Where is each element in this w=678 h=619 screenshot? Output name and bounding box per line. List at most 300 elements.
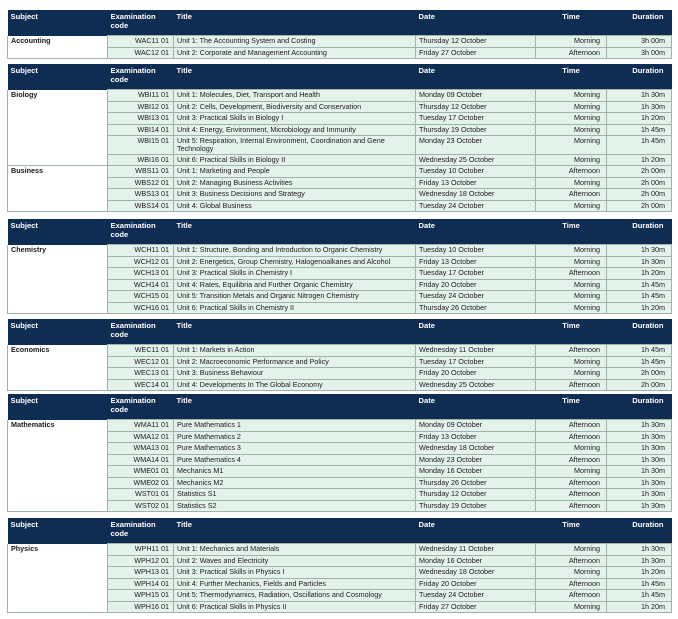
exam-title: Unit 3: Practical Skills in Biology I bbox=[174, 113, 416, 125]
column-header-subject: Subject bbox=[8, 518, 108, 544]
exam-time: Morning bbox=[536, 124, 607, 136]
exam-duration: 1h 30m bbox=[607, 544, 672, 556]
exam-code: WPH11 01 bbox=[108, 544, 174, 556]
exam-title: Pure Mathematics 3 bbox=[174, 443, 416, 455]
exam-duration: 1h 30m bbox=[607, 555, 672, 567]
exam-title: Unit 4: Rates, Equilibria and Further Organic Chemistry bbox=[174, 279, 416, 291]
exam-duration: 2h 00m bbox=[607, 379, 672, 391]
exam-duration: 2h 00m bbox=[607, 200, 672, 212]
exam-title: Unit 4: Further Mechanics, Fields and Particles bbox=[174, 578, 416, 590]
exam-time: Afternoon bbox=[536, 268, 607, 280]
table-row bbox=[8, 500, 672, 512]
exam-duration: 3h 00m bbox=[607, 47, 672, 59]
column-header-exam-code: Examination code bbox=[108, 518, 174, 544]
exam-duration: 1h 30m bbox=[607, 477, 672, 489]
column-header-exam-code: Examination code bbox=[108, 394, 174, 420]
exam-code: WBI16 01 bbox=[108, 154, 174, 166]
exam-date: Friday 27 October bbox=[416, 601, 536, 613]
exam-duration: 1h 20m bbox=[607, 154, 672, 166]
timetable-section bbox=[7, 518, 672, 613]
exam-code: WAC12 01 bbox=[108, 47, 174, 59]
exam-code: WBI12 01 bbox=[108, 101, 174, 113]
column-header-duration: Duration bbox=[607, 394, 672, 420]
exam-code: WEC11 01 bbox=[108, 345, 174, 357]
column-header-exam-code: Examination code bbox=[108, 219, 174, 245]
column-header-time: Time bbox=[536, 10, 607, 36]
exam-time: Afternoon bbox=[536, 477, 607, 489]
subject-cell bbox=[8, 177, 108, 189]
header-row bbox=[8, 64, 672, 90]
exam-time: Morning bbox=[536, 177, 607, 189]
exam-code: WMA11 01 bbox=[108, 420, 174, 432]
exam-title: Statistics S2 bbox=[174, 500, 416, 512]
subject-cell bbox=[8, 302, 108, 314]
table-row bbox=[8, 268, 672, 280]
column-header-date: Date bbox=[416, 10, 536, 36]
exam-date: Wednesday 11 October bbox=[416, 544, 536, 556]
table-row bbox=[8, 345, 672, 357]
table-row bbox=[8, 177, 672, 189]
exam-date: Wednesday 11 October bbox=[416, 345, 536, 357]
exam-duration: 1h 45m bbox=[607, 345, 672, 357]
exam-time: Morning bbox=[536, 136, 607, 155]
exam-title: Unit 2: Waves and Electricity bbox=[174, 555, 416, 567]
exam-time: Morning bbox=[536, 302, 607, 314]
subject-cell bbox=[8, 256, 108, 268]
timetable-section bbox=[7, 394, 672, 512]
exam-code: WPH15 01 bbox=[108, 590, 174, 602]
column-header-duration: Duration bbox=[607, 10, 672, 36]
exam-duration: 2h 00m bbox=[607, 166, 672, 178]
subject-name: Biology bbox=[8, 90, 108, 102]
exam-date: Friday 20 October bbox=[416, 279, 536, 291]
table-row bbox=[8, 356, 672, 368]
exam-title: Unit 1: Molecules, Diet, Transport and Health bbox=[174, 90, 416, 102]
exam-date: Monday 09 October bbox=[416, 90, 536, 102]
timetable-section bbox=[7, 319, 672, 391]
exam-title: Unit 2: Energetics, Group Chemistry, Halogenoalkanes and Alcohol bbox=[174, 256, 416, 268]
exam-date: Wednesday 18 October bbox=[416, 443, 536, 455]
table-row bbox=[8, 90, 672, 102]
subject-cell bbox=[8, 567, 108, 579]
subject-cell bbox=[8, 113, 108, 125]
exam-date: Thursday 26 October bbox=[416, 477, 536, 489]
column-header-subject: Subject bbox=[8, 219, 108, 245]
table-row bbox=[8, 101, 672, 113]
exam-date: Monday 23 October bbox=[416, 136, 536, 155]
exam-time: Afternoon bbox=[536, 345, 607, 357]
header-row bbox=[8, 319, 672, 345]
column-header-title: Title bbox=[174, 394, 416, 420]
table-row bbox=[8, 368, 672, 380]
exam-code: WBS14 01 bbox=[108, 200, 174, 212]
exam-duration: 1h 30m bbox=[607, 431, 672, 443]
subject-cell bbox=[8, 466, 108, 478]
column-header-date: Date bbox=[416, 319, 536, 345]
exam-code: WCH14 01 bbox=[108, 279, 174, 291]
subject-cell bbox=[8, 136, 108, 155]
exam-title: Unit 6: Practical Skills in Chemistry II bbox=[174, 302, 416, 314]
exam-time: Morning bbox=[536, 36, 607, 48]
exam-title: Unit 4: Energy, Environment, Microbiology and Immunity bbox=[174, 124, 416, 136]
exam-code: WST02 01 bbox=[108, 500, 174, 512]
exam-time: Morning bbox=[536, 356, 607, 368]
table-row bbox=[8, 477, 672, 489]
exam-code: WME02 01 bbox=[108, 477, 174, 489]
exam-code: WPH13 01 bbox=[108, 567, 174, 579]
header-row bbox=[8, 10, 672, 36]
exam-time: Morning bbox=[536, 601, 607, 613]
column-header-title: Title bbox=[174, 10, 416, 36]
exam-time: Afternoon bbox=[536, 500, 607, 512]
exam-date: Friday 13 October bbox=[416, 431, 536, 443]
column-header-exam-code: Examination code bbox=[108, 10, 174, 36]
subject-cell bbox=[8, 379, 108, 391]
exam-date: Tuesday 24 October bbox=[416, 590, 536, 602]
table-row bbox=[8, 245, 672, 257]
exam-code: WMA12 01 bbox=[108, 431, 174, 443]
subject-cell bbox=[8, 356, 108, 368]
subject-cell bbox=[8, 555, 108, 567]
exam-date: Monday 16 October bbox=[416, 466, 536, 478]
column-header-time: Time bbox=[536, 394, 607, 420]
exam-duration: 1h 20m bbox=[607, 268, 672, 280]
exam-code: WBS12 01 bbox=[108, 177, 174, 189]
exam-title: Pure Mathematics 4 bbox=[174, 454, 416, 466]
exam-code: WCH12 01 bbox=[108, 256, 174, 268]
exam-code: WBI14 01 bbox=[108, 124, 174, 136]
exam-title: Unit 1: Structure, Bonding and Introduction to Organic Chemistry bbox=[174, 245, 416, 257]
exam-time: Morning bbox=[536, 279, 607, 291]
exam-code: WEC13 01 bbox=[108, 368, 174, 380]
subject-cell bbox=[8, 590, 108, 602]
table-row bbox=[8, 431, 672, 443]
exam-time: Afternoon bbox=[536, 379, 607, 391]
exam-date: Thursday 19 October bbox=[416, 124, 536, 136]
exam-code: WBS13 01 bbox=[108, 189, 174, 201]
exam-code: WCH13 01 bbox=[108, 268, 174, 280]
exam-duration: 1h 20m bbox=[607, 567, 672, 579]
subject-cell bbox=[8, 578, 108, 590]
exam-time: Morning bbox=[536, 256, 607, 268]
exam-title: Unit 1: Marketing and People bbox=[174, 166, 416, 178]
exam-date: Tuesday 24 October bbox=[416, 200, 536, 212]
table-row bbox=[8, 291, 672, 303]
table-row bbox=[8, 36, 672, 48]
exam-date: Tuesday 24 October bbox=[416, 291, 536, 303]
exam-date: Thursday 26 October bbox=[416, 302, 536, 314]
exam-duration: 1h 30m bbox=[607, 420, 672, 432]
exam-time: Afternoon bbox=[536, 420, 607, 432]
table-row bbox=[8, 256, 672, 268]
subject-cell bbox=[8, 101, 108, 113]
exam-date: Friday 27 October bbox=[416, 47, 536, 59]
table-row bbox=[8, 443, 672, 455]
column-header-time: Time bbox=[536, 518, 607, 544]
exam-duration: 1h 30m bbox=[607, 466, 672, 478]
table-row bbox=[8, 555, 672, 567]
table-row bbox=[8, 466, 672, 478]
exam-title: Unit 2: Corporate and Management Accounting bbox=[174, 47, 416, 59]
exam-title: Unit 2: Macroeconomic Performance and Policy bbox=[174, 356, 416, 368]
exam-duration: 1h 45m bbox=[607, 291, 672, 303]
column-header-time: Time bbox=[536, 219, 607, 245]
exam-duration: 1h 45m bbox=[607, 279, 672, 291]
column-header-date: Date bbox=[416, 394, 536, 420]
exam-time: Morning bbox=[536, 544, 607, 556]
exam-duration: 1h 30m bbox=[607, 256, 672, 268]
exam-title: Unit 4: Global Business bbox=[174, 200, 416, 212]
exam-date: Monday 09 October bbox=[416, 420, 536, 432]
exam-code: WPH12 01 bbox=[108, 555, 174, 567]
exam-time: Morning bbox=[536, 291, 607, 303]
exam-date: Tuesday 17 October bbox=[416, 268, 536, 280]
exam-code: WMA14 01 bbox=[108, 454, 174, 466]
exam-date: Monday 23 October bbox=[416, 454, 536, 466]
header-row bbox=[8, 518, 672, 544]
exam-time: Afternoon bbox=[536, 47, 607, 59]
exam-code: WBI13 01 bbox=[108, 113, 174, 125]
exam-title: Unit 5: Transition Metals and Organic Nitrogen Chemistry bbox=[174, 291, 416, 303]
exam-time: Morning bbox=[536, 466, 607, 478]
exam-duration: 1h 30m bbox=[607, 454, 672, 466]
exam-code: WPH16 01 bbox=[108, 601, 174, 613]
exam-code: WCH11 01 bbox=[108, 245, 174, 257]
exam-date: Thursday 19 October bbox=[416, 500, 536, 512]
exam-time: Morning bbox=[536, 368, 607, 380]
exam-duration: 1h 30m bbox=[607, 101, 672, 113]
exam-time: Morning bbox=[536, 567, 607, 579]
exam-time: Afternoon bbox=[536, 166, 607, 178]
exam-date: Thursday 12 October bbox=[416, 489, 536, 501]
column-header-duration: Duration bbox=[607, 518, 672, 544]
exam-duration: 1h 30m bbox=[607, 489, 672, 501]
exam-duration: 2h 00m bbox=[607, 189, 672, 201]
exam-time: Morning bbox=[536, 113, 607, 125]
table-row bbox=[8, 189, 672, 201]
table-row bbox=[8, 124, 672, 136]
exam-title: Mechanics M1 bbox=[174, 466, 416, 478]
subject-cell bbox=[8, 500, 108, 512]
table-row bbox=[8, 136, 672, 155]
exam-date: Tuesday 17 October bbox=[416, 113, 536, 125]
exam-title: Unit 5: Thermodynamics, Radiation, Oscillations and Cosmology bbox=[174, 590, 416, 602]
exam-time: Afternoon bbox=[536, 431, 607, 443]
column-header-title: Title bbox=[174, 319, 416, 345]
exam-time: Afternoon bbox=[536, 489, 607, 501]
exam-code: WCH15 01 bbox=[108, 291, 174, 303]
subject-cell bbox=[8, 279, 108, 291]
exam-duration: 1h 30m bbox=[607, 245, 672, 257]
column-header-date: Date bbox=[416, 64, 536, 90]
exam-duration: 1h 45m bbox=[607, 590, 672, 602]
exam-duration: 1h 30m bbox=[607, 500, 672, 512]
exam-date: Thursday 12 October bbox=[416, 36, 536, 48]
subject-cell bbox=[8, 124, 108, 136]
column-header-time: Time bbox=[536, 64, 607, 90]
exam-time: Afternoon bbox=[536, 189, 607, 201]
column-header-duration: Duration bbox=[607, 319, 672, 345]
column-header-subject: Subject bbox=[8, 10, 108, 36]
column-header-subject: Subject bbox=[8, 64, 108, 90]
exam-time: Morning bbox=[536, 245, 607, 257]
exam-code: WEC14 01 bbox=[108, 379, 174, 391]
subject-cell bbox=[8, 291, 108, 303]
exam-date: Wednesday 25 October bbox=[416, 379, 536, 391]
exam-date: Wednesday 25 October bbox=[416, 154, 536, 166]
column-header-subject: Subject bbox=[8, 394, 108, 420]
exam-duration: 2h 00m bbox=[607, 368, 672, 380]
exam-code: WCH16 01 bbox=[108, 302, 174, 314]
column-header-date: Date bbox=[416, 219, 536, 245]
exam-code: WBI11 01 bbox=[108, 90, 174, 102]
table-row bbox=[8, 113, 672, 125]
column-header-title: Title bbox=[174, 64, 416, 90]
column-header-duration: Duration bbox=[607, 219, 672, 245]
column-header-duration: Duration bbox=[607, 64, 672, 90]
exam-code: WBI15 01 bbox=[108, 136, 174, 155]
exam-duration: 1h 20m bbox=[607, 601, 672, 613]
exam-time: Morning bbox=[536, 200, 607, 212]
exam-duration: 1h 30m bbox=[607, 443, 672, 455]
exam-duration: 1h 20m bbox=[607, 302, 672, 314]
column-header-date: Date bbox=[416, 518, 536, 544]
subject-name: Chemistry bbox=[8, 245, 108, 257]
exam-code: WEC12 01 bbox=[108, 356, 174, 368]
exam-date: Friday 13 October bbox=[416, 177, 536, 189]
subject-name: Physics bbox=[8, 544, 108, 556]
table-row bbox=[8, 567, 672, 579]
exam-time: Afternoon bbox=[536, 555, 607, 567]
table-row bbox=[8, 590, 672, 602]
table-row bbox=[8, 154, 672, 166]
exam-duration: 3h 00m bbox=[607, 36, 672, 48]
column-header-exam-code: Examination code bbox=[108, 64, 174, 90]
exam-title: Unit 3: Practical Skills in Physics I bbox=[174, 567, 416, 579]
subject-cell bbox=[8, 601, 108, 613]
table-row bbox=[8, 489, 672, 501]
table-row bbox=[8, 544, 672, 556]
column-header-subject: Subject bbox=[8, 319, 108, 345]
exam-duration: 1h 20m bbox=[607, 113, 672, 125]
column-header-time: Time bbox=[536, 319, 607, 345]
subject-cell bbox=[8, 154, 108, 166]
exam-date: Monday 16 October bbox=[416, 555, 536, 567]
subject-name: Mathematics bbox=[8, 420, 108, 432]
table-row bbox=[8, 601, 672, 613]
table-row bbox=[8, 578, 672, 590]
header-row bbox=[8, 394, 672, 420]
exam-time: Morning bbox=[536, 443, 607, 455]
subject-cell bbox=[8, 200, 108, 212]
exam-title: Unit 1: Mechanics and Materials bbox=[174, 544, 416, 556]
exam-date: Friday 20 October bbox=[416, 578, 536, 590]
table-row bbox=[8, 279, 672, 291]
exam-date: Tuesday 17 October bbox=[416, 356, 536, 368]
table-row bbox=[8, 200, 672, 212]
subject-cell bbox=[8, 268, 108, 280]
exam-title: Pure Mathematics 2 bbox=[174, 431, 416, 443]
exam-date: Friday 13 October bbox=[416, 256, 536, 268]
exam-time: Morning bbox=[536, 154, 607, 166]
subject-cell bbox=[8, 454, 108, 466]
exam-date: Tuesday 10 October bbox=[416, 245, 536, 257]
exam-duration: 1h 45m bbox=[607, 356, 672, 368]
exam-date: Wednesday 18 October bbox=[416, 189, 536, 201]
exam-code: WME01 01 bbox=[108, 466, 174, 478]
column-header-title: Title bbox=[174, 219, 416, 245]
exam-duration: 1h 30m bbox=[607, 90, 672, 102]
exam-title: Unit 4: Developments In The Global Economy bbox=[174, 379, 416, 391]
exam-title: Unit 2: Managing Business Activities bbox=[174, 177, 416, 189]
exam-title: Unit 3: Practical Skills in Chemistry I bbox=[174, 268, 416, 280]
exam-title: Unit 3: Business Behaviour bbox=[174, 368, 416, 380]
exam-time: Afternoon bbox=[536, 590, 607, 602]
subject-name: Business bbox=[8, 166, 108, 178]
exam-code: WBS11 01 bbox=[108, 166, 174, 178]
exam-title: Unit 1: The Accounting System and Costing bbox=[174, 36, 416, 48]
header-row bbox=[8, 219, 672, 245]
timetable-section bbox=[7, 10, 672, 59]
exam-code: WAC11 01 bbox=[108, 36, 174, 48]
exam-title: Unit 6: Practical Skills in Biology II bbox=[174, 154, 416, 166]
subject-name: Economics bbox=[8, 345, 108, 357]
exam-duration: 1h 45m bbox=[607, 136, 672, 155]
exam-date: Friday 20 October bbox=[416, 368, 536, 380]
exam-time: Afternoon bbox=[536, 578, 607, 590]
exam-title: Unit 5: Respiration, Internal Environment, Coordination and Gene Technology bbox=[174, 136, 416, 155]
table-row bbox=[8, 302, 672, 314]
column-header-title: Title bbox=[174, 518, 416, 544]
exam-code: WMA13 01 bbox=[108, 443, 174, 455]
subject-cell bbox=[8, 489, 108, 501]
subject-cell bbox=[8, 431, 108, 443]
table-row bbox=[8, 454, 672, 466]
exam-duration: 2h 00m bbox=[607, 177, 672, 189]
exam-title: Mechanics M2 bbox=[174, 477, 416, 489]
exam-title: Statistics S1 bbox=[174, 489, 416, 501]
exam-date: Wednesday 18 October bbox=[416, 567, 536, 579]
exam-title: Unit 2: Cells, Development, Biodiversity and Conservation bbox=[174, 101, 416, 113]
exam-duration: 1h 45m bbox=[607, 578, 672, 590]
table-row bbox=[8, 47, 672, 59]
exam-duration: 1h 45m bbox=[607, 124, 672, 136]
exam-title: Unit 1: Markets in Action bbox=[174, 345, 416, 357]
subject-name: Accounting bbox=[8, 36, 108, 48]
exam-date: Tuesday 10 October bbox=[416, 166, 536, 178]
exam-code: WST01 01 bbox=[108, 489, 174, 501]
exam-title: Unit 6: Practical Skills in Physics II bbox=[174, 601, 416, 613]
exam-title: Pure Mathematics 1 bbox=[174, 420, 416, 432]
subject-cell bbox=[8, 189, 108, 201]
exam-date: Thursday 12 October bbox=[416, 101, 536, 113]
table-row bbox=[8, 420, 672, 432]
subject-cell bbox=[8, 443, 108, 455]
exam-title: Unit 3: Business Decisions and Strategy bbox=[174, 189, 416, 201]
exam-code: WPH14 01 bbox=[108, 578, 174, 590]
column-header-exam-code: Examination code bbox=[108, 319, 174, 345]
timetable-section bbox=[7, 64, 672, 212]
table-row bbox=[8, 166, 672, 178]
timetable-section bbox=[7, 219, 672, 314]
subject-cell bbox=[8, 477, 108, 489]
exam-time: Afternoon bbox=[536, 454, 607, 466]
exam-time: Morning bbox=[536, 101, 607, 113]
subject-cell bbox=[8, 47, 108, 59]
table-row bbox=[8, 379, 672, 391]
exam-time: Morning bbox=[536, 90, 607, 102]
subject-cell bbox=[8, 368, 108, 380]
